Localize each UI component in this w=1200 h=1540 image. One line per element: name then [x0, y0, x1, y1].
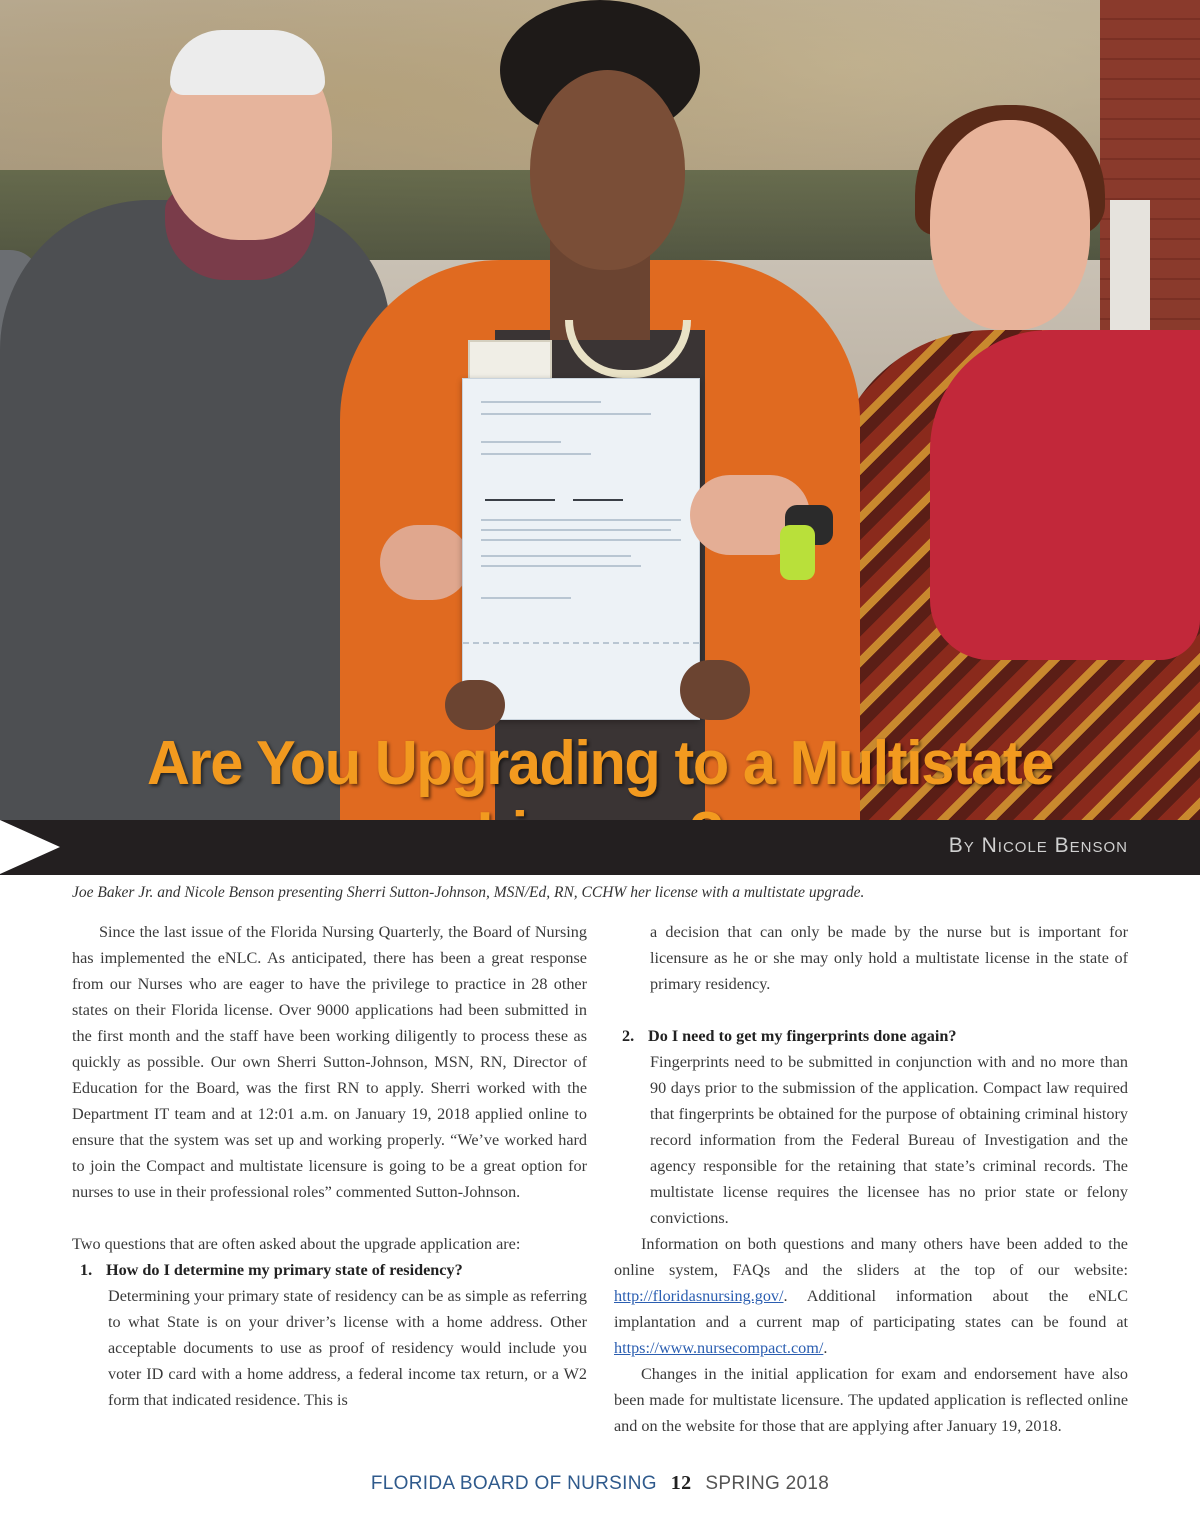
question-1-title: How do I determine my primary state of residency?: [106, 1261, 463, 1279]
changes-paragraph: Changes in the initial application for exam and endorsement have also been made for multistate licensure. The updated application is reflected online and on the website for those that are applying after January 19, 2018.: [614, 1365, 1128, 1435]
info-text-3: .: [823, 1339, 828, 1357]
page-number: 12: [670, 1472, 692, 1494]
question-1-number: 1.: [80, 1261, 93, 1279]
info-text-1: Information on both questions and many others have been added to the online system, FAQs and the sliders at the top of our website:: [614, 1235, 1128, 1279]
page-footer: [0, 1472, 1200, 1495]
question-1-answer: Determining your primary state of residency can be as simple as referring to what State is on your driver’s license with a home address. Other acceptable documents to use as proof of residency would include you voter ID card with a home address, a federal income tax return, or a W2 form that indicated residence. This is: [108, 1287, 587, 1409]
question-1-answer-continued: a decision that can only be made by the nurse but is important for licensure as he or she may only hold a multistate license in the state of primary residency.: [650, 923, 1128, 993]
man-sweater: [0, 200, 390, 820]
woman-center-hand-left: [445, 680, 505, 730]
arrow-icon: [0, 820, 60, 874]
question-2-answer: Fingerprints need to be submitted in conjunction with and no more than 90 days prior to the submission of the application. Compact law required that fingerprints be obtained for the purpose of obtaining criminal history record information from the Federal Bureau of Investigation and the agency responsible for the retaining that state’s criminal records. The multistate license requires the licensee has no prior state or felony convictions.: [650, 1053, 1128, 1227]
question-2-title: Do I need to get my fingerprints done again?: [648, 1027, 957, 1045]
question-1-heading: [72, 1257, 587, 1283]
article-headline: Are You Upgrading to a Multistate: [147, 729, 1053, 798]
questions-intro: Two questions that are often asked about the upgrade application are:: [72, 1235, 521, 1253]
woman-center-hand-right: [680, 660, 750, 720]
woman-right-cardigan: [930, 330, 1200, 660]
nurse-compact-link[interactable]: https://www.nursecompact.com/: [614, 1339, 824, 1357]
info-text-2: . Additional information about the eNLC implantation and a current map of participating states can be found at: [614, 1287, 1128, 1331]
info-paragraph: [614, 1231, 1128, 1361]
woman-center-face: [530, 70, 685, 270]
question-2-heading: [614, 1023, 1128, 1049]
right-column: [614, 919, 1128, 1439]
license-certificate: [462, 378, 700, 720]
left-column: [72, 919, 587, 1413]
byline-bar: [0, 820, 1200, 875]
photo-caption: Joe Baker Jr. and Nicole Benson presenting Sherri Sutton-Johnson, MSN/Ed, RN, CCHW her license with a multistate upgrade.: [72, 884, 865, 901]
issue-season: SPRING 2018: [705, 1473, 830, 1494]
woman-right-face: [930, 120, 1090, 330]
florida-nursing-link[interactable]: http://floridasnursing.gov/: [614, 1287, 784, 1305]
man-hand: [380, 525, 470, 600]
watch-band: [780, 525, 815, 580]
byline: By Nicole Benson: [948, 834, 1128, 857]
intro-paragraph: Since the last issue of the Florida Nursing Quarterly, the Board of Nursing has implemented the eNLC. As anticipated, there has been a great response from our Nurses who are eager to have the privilege to practice in 28 other states on their Florida license. Over 9000 applications had been submitted in the first month and the staff have been working diligently to process these as quickly as possible. Our own Sherri Sutton-Johnson, MSN, RN, Director of Education for the Board, was the first RN to apply. Sherri worked with the Department IT team and at 12:01 a.m. on January 19, 2018 applied online to ensure that the system was set up and working properly. “We’ve worked hard to join the Compact and multistate licensure is going to be a great option for nurses to use in their professional roles” commented Sutton-Johnson.: [72, 923, 587, 1201]
man-hair: [170, 30, 325, 95]
publication-name: FLORIDA BOARD OF NURSING: [370, 1473, 657, 1494]
question-2-number: 2.: [622, 1027, 635, 1045]
